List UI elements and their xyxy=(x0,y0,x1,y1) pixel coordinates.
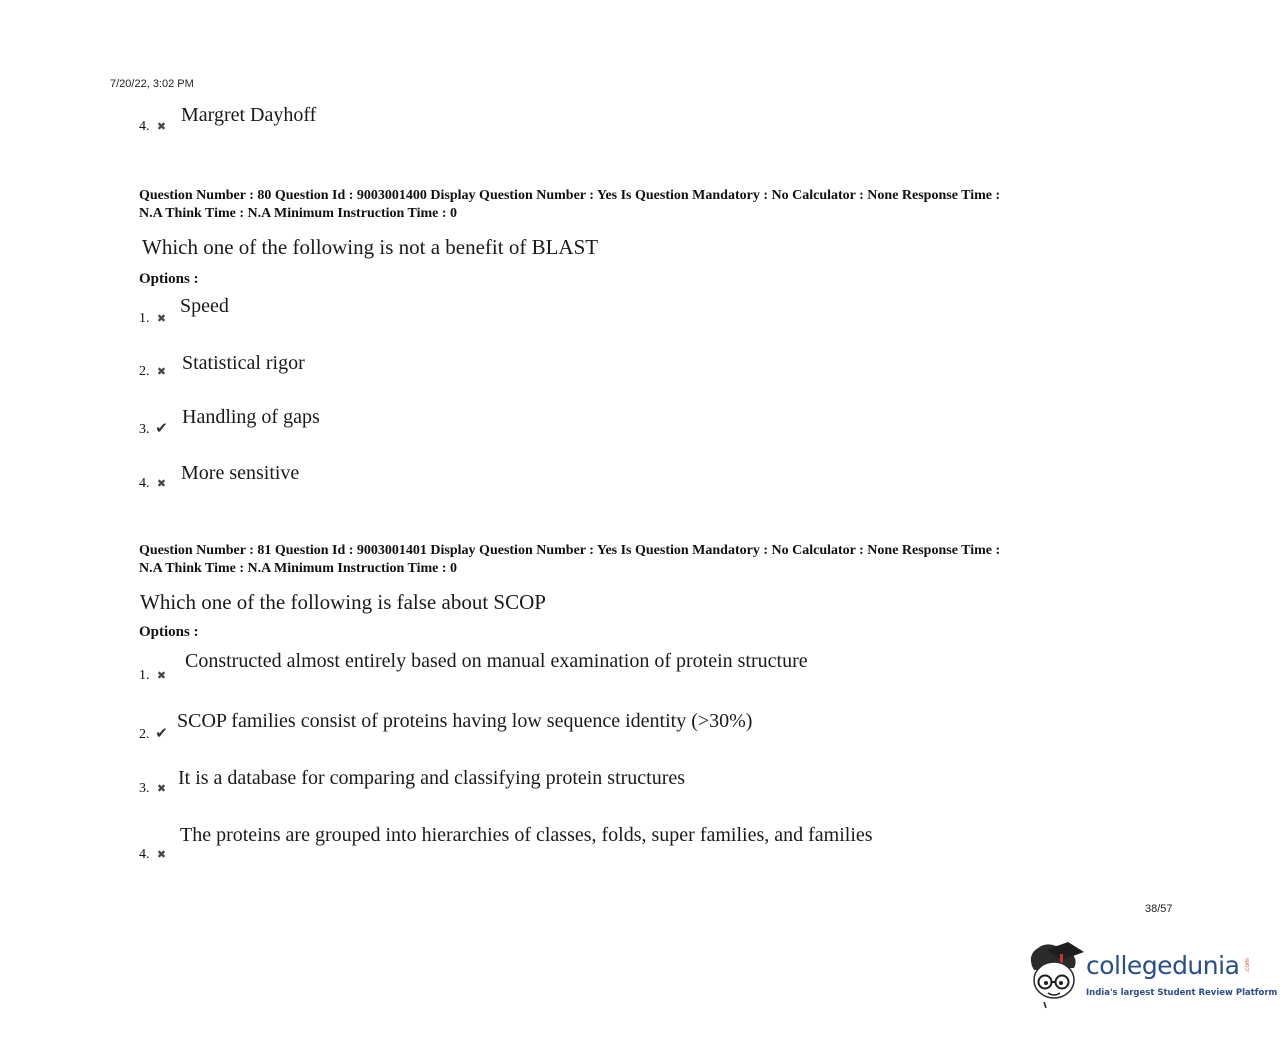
cross-icon: ✖ xyxy=(156,121,167,133)
option-number: 2. xyxy=(139,727,150,742)
q80-option-4 xyxy=(139,474,170,492)
q81-option-3 xyxy=(139,779,170,797)
logo-tagline: India's largest Student Review Platform xyxy=(1086,988,1278,998)
q81-option-2 xyxy=(139,724,170,743)
option-number: 4. xyxy=(139,847,150,862)
option-number: 3. xyxy=(139,781,150,796)
prev-option-4 xyxy=(139,117,170,135)
q80-meta xyxy=(139,187,1139,223)
q80-option-1 xyxy=(139,309,170,327)
page-number: 38/57 xyxy=(1145,903,1173,915)
option-number: 3. xyxy=(139,422,150,437)
option-number: 1. xyxy=(139,311,150,326)
cross-icon: ✖ xyxy=(156,849,167,861)
q80-options-label: Options : xyxy=(139,271,199,287)
logo-wordmark: collegedunia xyxy=(1086,951,1240,980)
q81-option-1-text: Constructed almost entirely based on manual examination of protein structure xyxy=(185,650,808,672)
cross-icon: ✖ xyxy=(156,313,167,325)
option-number: 2. xyxy=(139,364,150,379)
prev-option-4-text: Margret Dayhoff xyxy=(181,104,317,126)
q80-question-text: Which one of the following is not a benefit of BLAST xyxy=(142,235,599,259)
q80-option-2-text: Statistical rigor xyxy=(182,352,305,374)
q81-options-label: Options : xyxy=(139,624,199,640)
q81-option-4-text: The proteins are grouped into hierarchies of classes, folds, super families, and families xyxy=(180,824,873,846)
cross-icon: ✖ xyxy=(156,783,167,795)
q81-option-2-text: SCOP families consist of proteins having low sequence identity (>30%) xyxy=(177,710,753,732)
q80-option-3 xyxy=(139,419,170,438)
q81-meta xyxy=(139,542,1139,578)
option-number: 4. xyxy=(139,119,150,134)
q81-option-3-text: It is a database for comparing and classifying protein structures xyxy=(178,767,686,789)
q80-option-1-text: Speed xyxy=(180,295,229,317)
cross-icon: ✖ xyxy=(156,478,167,490)
option-number: 1. xyxy=(139,668,150,683)
option-number: 4. xyxy=(139,476,150,491)
q80-meta-line2: N.A Think Time : N.A Minimum Instruction Time : 0 xyxy=(139,206,458,221)
checkmark-icon: ✔ xyxy=(155,726,168,742)
q81-option-4 xyxy=(139,845,170,863)
q81-meta-line1: Question Number : 81 Question Id : 9003001401 Display Question Number : Yes Is Question Mandatory : No Calculator : None Response Time : xyxy=(139,543,1001,558)
cross-icon: ✖ xyxy=(156,670,167,682)
cross-icon: ✖ xyxy=(156,366,167,378)
q81-meta-line2: N.A Think Time : N.A Minimum Instruction Time : 0 xyxy=(139,561,458,576)
logo-dotcom: .com xyxy=(1243,958,1251,973)
q81-option-1 xyxy=(139,666,170,684)
q80-option-4-text: More sensitive xyxy=(181,462,300,484)
q80-option-2 xyxy=(139,362,170,380)
q80-option-3-text: Handling of gaps xyxy=(182,406,320,428)
checkmark-icon: ✔ xyxy=(155,421,168,437)
q80-meta-line1: Question Number : 80 Question Id : 9003001400 Display Question Number : Yes Is Question Mandatory : No Calculator : None Response Time : xyxy=(139,188,1001,203)
q81-question-text: Which one of the following is false about SCOP xyxy=(140,590,546,614)
mascot-logo-icon xyxy=(1024,940,1086,1010)
print-timestamp: 7/20/22, 3:02 PM xyxy=(110,78,194,90)
